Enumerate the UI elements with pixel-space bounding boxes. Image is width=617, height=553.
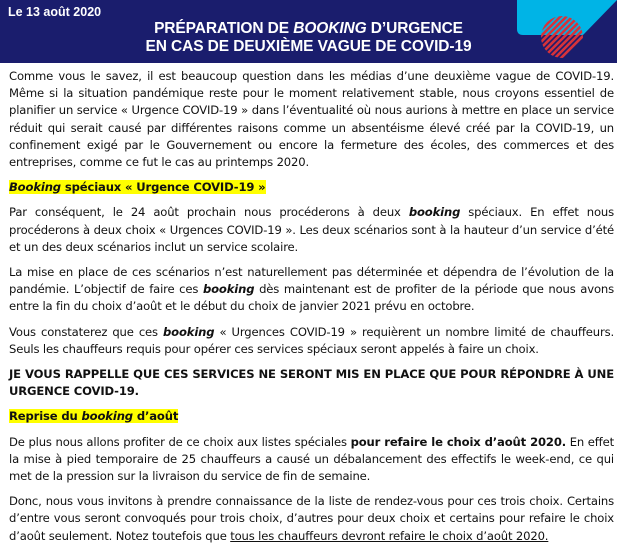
section-heading-special-booking: Booking spéciaux « Urgence COVID-19 » [9,180,266,195]
company-logo-icon [505,0,617,63]
document-date: Le 13 août 2020 [8,5,102,19]
section-heading-august-booking: Reprise du booking d’août [9,409,179,424]
paragraph-reminder: JE VOUS RAPPELLE QUE CES SERVICES NE SERONT MIS EN PLACE QUE POUR RÉPONDRE À UNE URGENCE COVID-19. [9,367,614,399]
title-line-1: PRÉPARATION DE BOOKING D’URGENCE [154,20,463,37]
paragraph-scenarios: La mise en place de ces scénarios n’est naturellement pas déterminée et dépendra de l’évolution de la pandémie. L’objectif de faire ces booking dès maintenant est de profiter de la période que nous avons entre la fin du choix d’août et le début du choix de janvier 2021 prévu en octobre. [9,265,614,314]
document-header [0,0,617,63]
paragraph-intro: Comme vous le savez, il est beaucoup question dans les médias d’une deuxième vague de COVID-19. Même si la situation pandémique reste pour le moment relativement stable, nous croyons essentiel de planifier un service « Urgence COVID-19 » dans l’éventualité où nous aurions à mettre en place un service réduit qui serait causé par différentes raisons comme un absentéisme élevé créé par la COVID-19, un confinement exigé par le Gouvernement ou encore la fermeture des écoles, des commerces et des entreprises, comme ce fut le cas au printemps 2020. [9,69,614,170]
paragraph-appointments: Donc, nous vous invitons à prendre connaissance de la liste de rendez-vous pour ces trois choix. Certains d’entre vous seront convoqués pour trois choix, d’autres pour deux choix et certains pour refaire le choix d’août seulement. Notez toutefois que tous les chauffeurs devront refaire le choix d’août 2020. [9,494,614,543]
paragraph-special-booking: Par conséquent, le 24 août prochain nous procéderons à deux booking spéciaux. En effet nous procéderons à deux choix « Urgences COVID-19 ». Les deux scénarios sont à la hauteur d’un service d’été et un des deux scénarios inclut un service scolaire. [9,205,614,254]
title-line-2: EN CAS DE DEUXIÈME VAGUE DE COVID-19 [145,38,472,55]
paragraph-august-redo: De plus nous allons profiter de ce choix aux listes spéciales pour refaire le choix d’août 2020. En effet la mise à pied temporaire de 25 chauffeurs a causé un débalancement des effectifs le week-end, ce qui met de la pression sur la livraison du service de fin de semaine. [9,434,614,484]
document-body [9,68,614,553]
paragraph-drivers: Vous constaterez que ces booking « Urgences COVID-19 » requièrent un nombre limité de chauffeurs. Seuls les chauffeurs requis pour opérer ces services spéciaux seront appelés à faire un choix. [9,324,615,356]
